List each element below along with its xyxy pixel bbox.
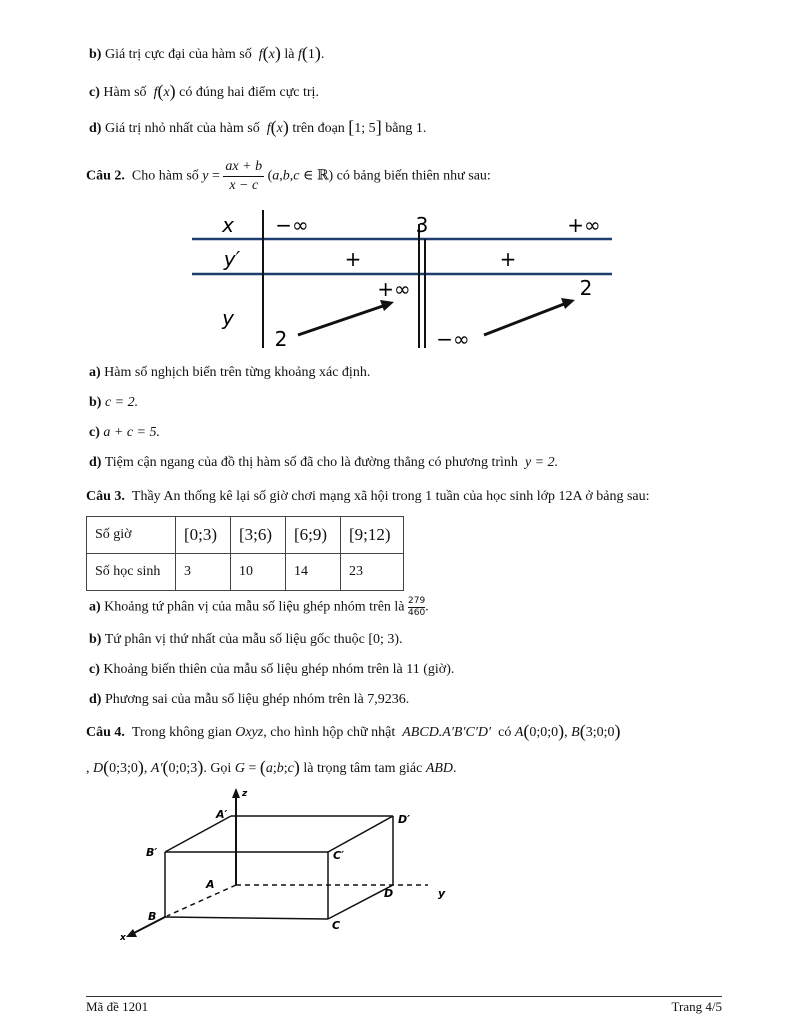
vertex-label: A [206, 878, 215, 891]
edge [328, 816, 393, 852]
y-right-bottom: −∞ [436, 327, 470, 350]
table-cell: 23 [341, 554, 404, 591]
fraction-denominator: 460 [408, 608, 426, 618]
statement-label: c) [89, 425, 100, 440]
statement-label: c) [89, 85, 100, 100]
vertex-label: D′ [398, 813, 411, 826]
vertex-label: C′ [333, 849, 344, 862]
statement-fraction [408, 596, 425, 619]
axis-label-z: z [242, 789, 248, 799]
sign-left: + [344, 247, 362, 271]
question-label: Câu 2. [86, 168, 125, 184]
statement-equation: y = 2. [524, 455, 559, 470]
x-mid-value: 3 [415, 213, 429, 237]
statement-d: d) Giá trị nhỏ nhất của hàm số f(x) trên đoạn [1; 5] bằng 1. [89, 117, 427, 137]
y-left-top: +∞ [377, 277, 411, 301]
question-label: Câu 3. [86, 489, 125, 504]
axis-label-x: x [120, 933, 126, 943]
x-right-value: +∞ [567, 213, 601, 237]
x-axis-hidden [167, 885, 236, 916]
question-text: Cho hàm số [131, 168, 199, 184]
statement-label: b) [89, 632, 102, 647]
question-text: Trong không gian [131, 725, 232, 740]
question-text: có [498, 725, 512, 740]
q3-statement-d [89, 691, 409, 709]
table-row [87, 554, 404, 591]
statement-text: c = 2. [104, 395, 139, 410]
table-cell: 14 [286, 554, 341, 591]
arrowhead-right [561, 298, 575, 309]
vertex-label: C [332, 919, 341, 932]
vertex-label: B′ [146, 846, 158, 859]
vertex-label: D [384, 887, 394, 900]
table-cell: Số học sinh [87, 554, 176, 591]
footer-page-number: Trang 4/5 [671, 999, 722, 1014]
row-label-y: y [222, 306, 234, 330]
statement-text: Giá trị nhỏ nhất của hàm số [104, 121, 260, 136]
statement-text: Tiệm cận ngang của đồ thị hàm số đã cho là đường thẳng có phương trình [104, 455, 518, 470]
sign-right: + [499, 247, 517, 271]
table-cell: Số giờ [87, 517, 176, 554]
q2-statement-c [89, 424, 160, 442]
q2-statement-b [89, 394, 138, 412]
increase-arrow-right [484, 304, 564, 335]
box-figure [118, 786, 466, 944]
statement-text: Tứ phân vị thứ nhất của mẫu số liệu gốc thuộc [0; 3). [104, 632, 403, 647]
statement-text: Phương sai của mẫu số liệu ghép nhóm trên là 7,9236. [104, 692, 410, 707]
increase-arrow-left [298, 306, 383, 335]
variation-table [188, 208, 614, 350]
statement-label: a) [89, 599, 101, 615]
q3-statement-a: a) Khoảng tứ phân vị của mẫu số liệu ghép nhóm trên là $\frac{279}{460}$ . [89, 596, 429, 618]
statement-text: trên đoạn [292, 121, 345, 136]
axis-label-y: y [438, 887, 446, 900]
row-label-x: x [222, 213, 234, 237]
statement-label: a) [89, 365, 101, 380]
x-left-value: −∞ [275, 213, 309, 237]
statement-text: a + c = 5. [103, 425, 160, 440]
statement-c: c) Hàm số f(x) có đúng hai điểm cực trị. [89, 81, 319, 101]
statement-b: b) Giá trị cực đại của hàm số f(x) là f(1). [89, 43, 325, 63]
frequency-table [86, 516, 404, 591]
question-text: là trọng tâm tam giác [303, 761, 423, 776]
arrowhead-z [232, 788, 240, 798]
q2-statement-a [89, 364, 370, 382]
question-3-stem [86, 488, 650, 506]
vertex-label: B [148, 910, 157, 923]
arrowhead-left [380, 300, 394, 311]
table-cell: 3 [176, 554, 231, 591]
edge [165, 917, 328, 919]
q3-statement-c [89, 661, 454, 679]
edge [165, 816, 231, 852]
question-2-stem: Câu 2. Cho hàm số y = $\frac{ax + b}{x - c}$ (a,b,c ∈ ℝ) có bảng biến thiên như sau: [86, 159, 491, 193]
table-cell: [0;3) [176, 517, 231, 554]
table-row [87, 517, 404, 554]
vertex-label: A′ [216, 808, 228, 821]
y-right-top: 2 [579, 276, 593, 300]
function-fraction: $\frac{ax + b}{x - c}$ [225, 159, 263, 193]
table-cell: [3;6) [231, 517, 286, 554]
table-cell: 10 [231, 554, 286, 591]
fraction-numerator: 279 [408, 596, 426, 606]
table-cell: [9;12) [341, 517, 404, 554]
q2-statement-d [89, 454, 558, 472]
question-text: Gọi [210, 761, 232, 776]
statement-label: b) [89, 47, 102, 62]
question-text: có bảng biến thiên như sau: [336, 168, 491, 184]
q3-statement-b [89, 631, 403, 649]
row-label-yprime: y′ [223, 247, 241, 271]
question-label: Câu 4. [86, 725, 125, 740]
statement-text: có đúng hai điểm cực trị. [179, 85, 319, 100]
y-left-bottom: 2 [274, 327, 288, 350]
statement-label: c) [89, 662, 100, 677]
statement-text: là [284, 47, 295, 62]
statement-label: d) [89, 455, 102, 470]
statement-text: Hàm số [103, 85, 147, 100]
table-cell: [6;9) [286, 517, 341, 554]
footer-divider [86, 996, 722, 997]
statement-text: Giá trị cực đại của hàm số [104, 47, 252, 62]
statement-text: Khoảng biến thiên của mẫu số liệu ghép nhóm trên là 11 (giờ). [103, 662, 455, 677]
statement-text: Hàm số nghịch biến trên từng khoảng xác định. [104, 365, 371, 380]
question-text: Thầy An thống kê lại số giờ chơi mạng xã hội trong 1 tuần của học sinh lớp 12A ở bảng sau: [131, 489, 650, 504]
statement-label: d) [89, 692, 102, 707]
question-4-stem: Câu 4. Trong không gian Oxyz, cho hình hộp chữ nhật ABCD.A′B′C′D′ có A(0;0;0), B(3;0;0) [86, 721, 621, 741]
statement-label: b) [89, 395, 102, 410]
footer-exam-code: Mã đề 1201 [86, 999, 149, 1014]
statement-label: d) [89, 121, 102, 136]
statement-text: Khoảng tứ phân vị của mẫu số liệu ghép nhóm trên là [104, 599, 405, 615]
question-text: , cho hình hộp chữ nhật [263, 725, 396, 740]
statement-text: bằng 1. [385, 121, 427, 136]
question-4-line2: , D(0;3;0), A′(0;0;3). Gọi G = (a;b;c) là trọng tâm tam giác ABD. [86, 757, 457, 777]
